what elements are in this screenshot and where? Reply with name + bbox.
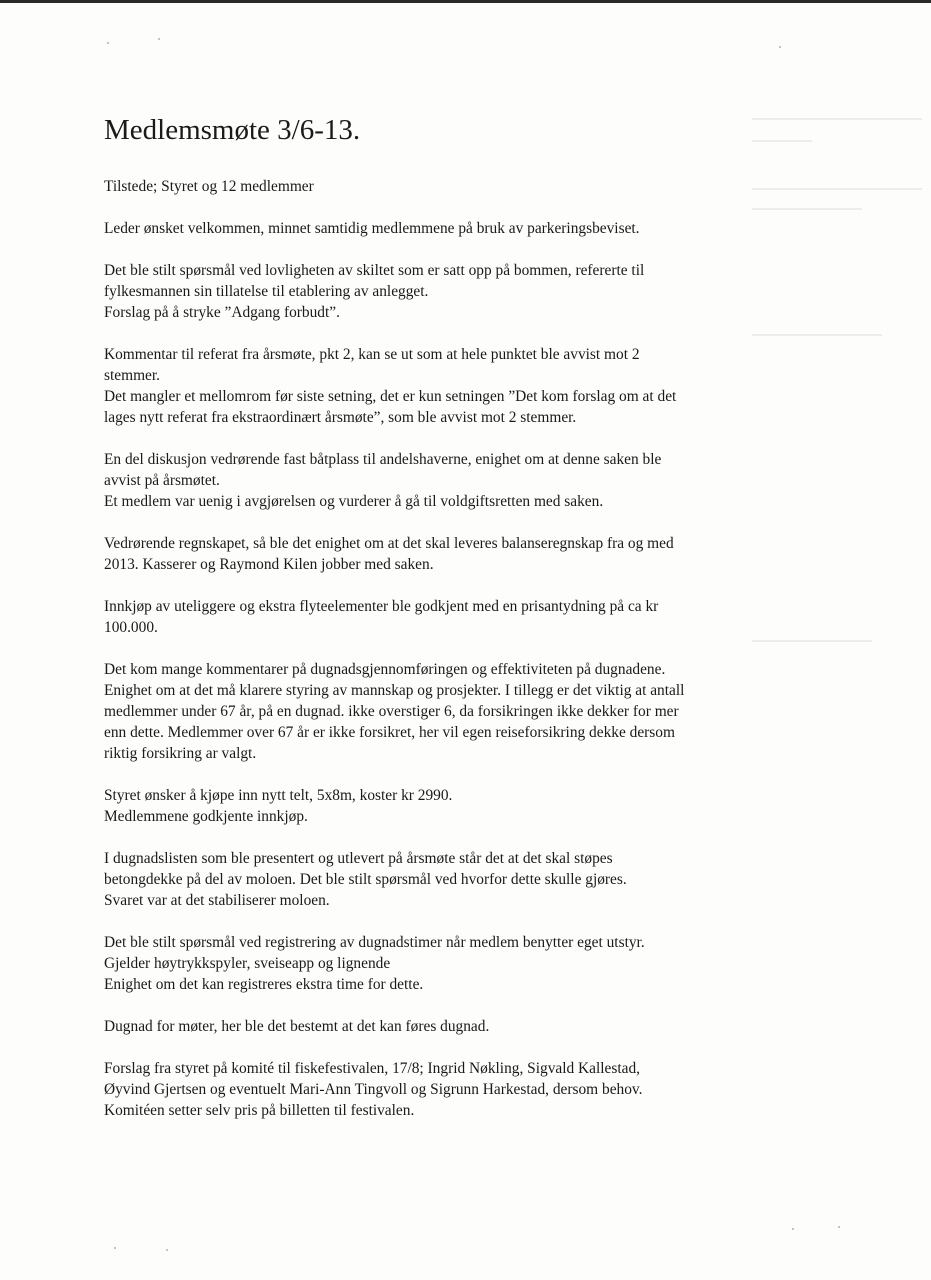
text-line: Forslag på å stryke ”Adgang forbudt”. bbox=[104, 304, 340, 321]
scan-top-edge bbox=[0, 0, 931, 3]
scan-speck bbox=[838, 1226, 840, 1228]
text-line: Leder ønsket velkommen, minnet samtidig medlemmene på bruk av parkeringsbeviset. bbox=[104, 220, 640, 237]
paragraph bbox=[104, 260, 804, 323]
paragraph bbox=[104, 1058, 804, 1121]
scan-speck bbox=[792, 1228, 794, 1230]
text-line: Øyvind Gjertsen og eventuelt Mari-Ann Tingvoll og Sigrunn Harkestad, dersom behov. bbox=[104, 1081, 643, 1098]
document-body bbox=[104, 176, 804, 1142]
paragraph bbox=[104, 596, 804, 638]
text-line: Innkjøp av uteliggere og ekstra flyteelementer ble godkjent med en prisantydning på ca kr bbox=[104, 598, 659, 615]
text-line: Det mangler et mellomrom før siste setning, det er kun setningen ”Det kom forslag om at det bbox=[104, 388, 677, 405]
text-line: Forslag fra styret på komité til fiskefestivalen, 17/8; Ingrid Nøkling, Sigvald Kallestad, bbox=[104, 1060, 641, 1077]
text-line: Styret ønsker å kjøpe inn nytt telt, 5x8m, koster kr 2990. bbox=[104, 787, 453, 804]
text-line: 100.000. bbox=[104, 619, 158, 636]
scan-speck bbox=[779, 46, 781, 48]
text-line: Vedrørende regnskapet, så ble det enighet om at det skal leveres balanseregnskap fra og med bbox=[104, 535, 674, 552]
text-line: I dugnadslisten som ble presentert og utlevert på årsmøte står det at det skal støpes bbox=[104, 850, 613, 867]
text-line: Tilstede; Styret og 12 medlemmer bbox=[104, 178, 314, 195]
text-line: avvist på årsmøtet. bbox=[104, 472, 220, 489]
text-line: En del diskusjon vedrørende fast båtplass til andelshaverne, enighet om at denne saken ble bbox=[104, 451, 662, 468]
text-line: medlemmer under 67 år, på en dugnad. ikke overstiger 6, da forsikringen ikke dekker for mer bbox=[104, 703, 679, 720]
scan-speck bbox=[158, 38, 160, 40]
text-line: Et medlem var uenig i avgjørelsen og vurderer å gå til voldgiftsretten med saken. bbox=[104, 493, 604, 510]
text-line: Svaret var at det stabiliserer moloen. bbox=[104, 892, 330, 909]
text-line: fylkesmannen sin tillatelse til etablering av anlegget. bbox=[104, 283, 429, 300]
text-line: 2013. Kasserer og Raymond Kilen jobber med saken. bbox=[104, 556, 434, 573]
scan-speck bbox=[166, 1249, 168, 1251]
scan-speck bbox=[114, 1247, 116, 1249]
text-line: Medlemmene godkjente innkjøp. bbox=[104, 808, 308, 825]
paragraph bbox=[104, 932, 804, 995]
document-title: Medlemsmøte 3/6-13. bbox=[104, 114, 361, 146]
paragraph bbox=[104, 848, 804, 911]
text-line: Det kom mange kommentarer på dugnadsgjennomføringen og effektiviteten på dugnadene. bbox=[104, 661, 666, 678]
text-line: betongdekke på del av moloen. Det ble stilt spørsmål ved hvorfor dette skulle gjøres. bbox=[104, 871, 627, 888]
text-line: Dugnad for møter, her ble det bestemt at det kan føres dugnad. bbox=[104, 1018, 490, 1035]
text-line: riktig forsikring ar valgt. bbox=[104, 745, 257, 762]
paragraph bbox=[104, 449, 804, 512]
text-line: Enighet om at det må klarere styring av mannskap og prosjekter. I tillegg er det viktig at antall bbox=[104, 682, 685, 699]
text-line: Gjelder høytrykkspyler, sveiseapp og lignende bbox=[104, 955, 391, 972]
paragraph bbox=[104, 785, 804, 827]
bleed-through-mark bbox=[752, 118, 922, 120]
bleed-through-mark bbox=[752, 140, 812, 142]
paragraph bbox=[104, 218, 804, 239]
text-line: lages nytt referat fra ekstraordinært årsmøte”, som ble avvist mot 2 stemmer. bbox=[104, 409, 577, 426]
text-line: stemmer. bbox=[104, 367, 160, 384]
text-line: Komitéen setter selv pris på billetten til festivalen. bbox=[104, 1102, 415, 1119]
text-line: Kommentar til referat fra årsmøte, pkt 2, kan se ut som at hele punktet ble avvist mot 2 bbox=[104, 346, 640, 363]
paragraph bbox=[104, 533, 804, 575]
text-line: Enighet om det kan registreres ekstra time for dette. bbox=[104, 976, 424, 993]
text-line: enn dette. Medlemmer over 67 år er ikke forsikret, her vil egen reiseforsikring dekke dersom bbox=[104, 724, 675, 741]
text-line: Det ble stilt spørsmål ved lovligheten av skiltet som er satt opp på bommen, refererte til bbox=[104, 262, 645, 279]
paragraph bbox=[104, 344, 804, 428]
scan-speck bbox=[107, 42, 109, 44]
paragraph bbox=[104, 176, 804, 197]
paragraph bbox=[104, 1016, 804, 1037]
text-line: Det ble stilt spørsmål ved registrering av dugnadstimer når medlem benytter eget utstyr. bbox=[104, 934, 645, 951]
paragraph bbox=[104, 659, 804, 764]
